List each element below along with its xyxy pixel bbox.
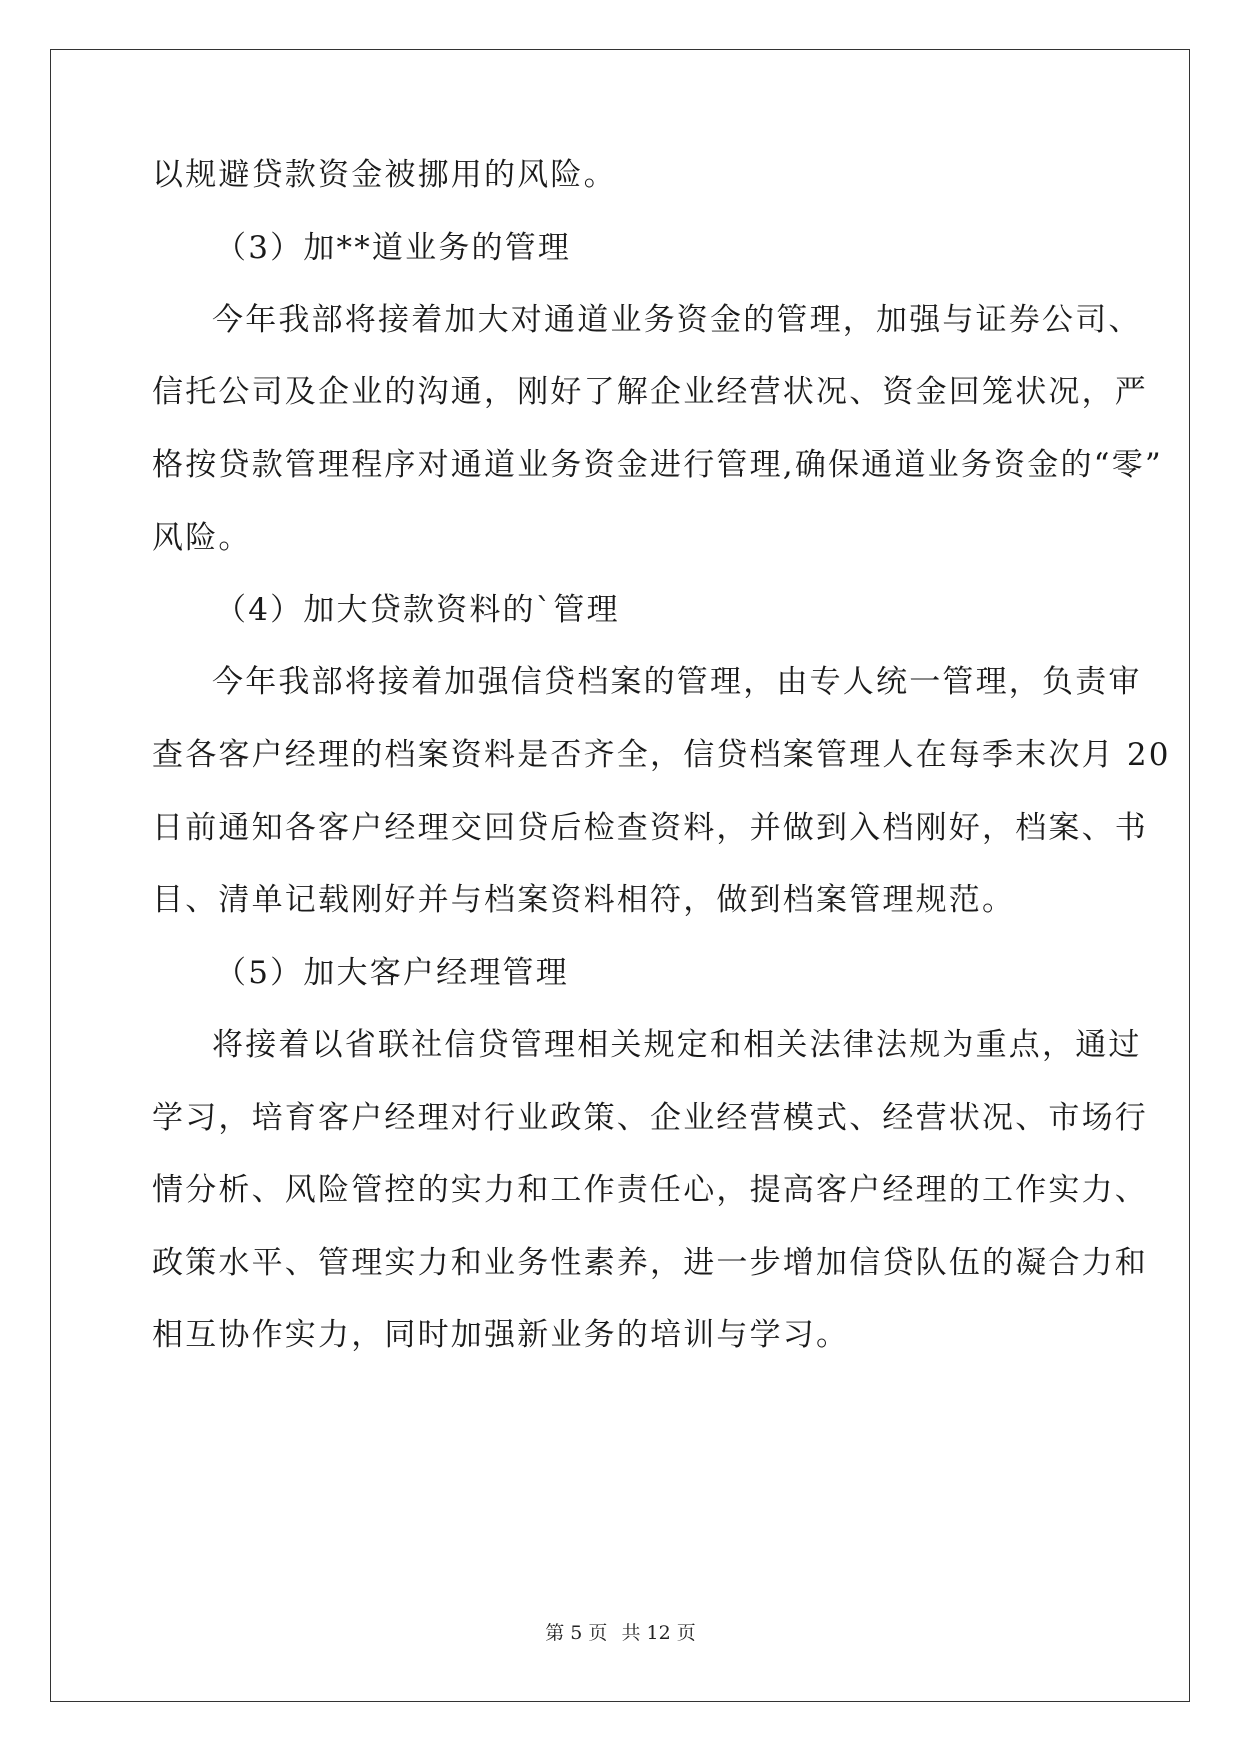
paragraph-line: 今年我部将接着加大对通道业务资金的管理，加强与证券公司、 — [212, 302, 1142, 338]
section-heading: （5）加大客户经理管理 — [215, 955, 569, 991]
page-footer — [0, 1618, 1241, 1645]
paragraph-line: 格按贷款管理程序对通道业务资金进行管理,确保通道业务资金的“零” — [152, 447, 1163, 483]
paragraph-line: 相互协作实力，同时加强新业务的培训与学习。 — [152, 1317, 850, 1353]
section-heading: （4）加大贷款资料的`管理 — [215, 592, 620, 628]
paragraph-line: 风险。 — [152, 520, 252, 556]
paragraph-line: 情分析、风险管控的实力和工作责任心，提高客户经理的工作实力、 — [152, 1172, 1148, 1208]
page-total: 共 12 页 — [621, 1622, 696, 1644]
paragraph-line: 信托公司及企业的沟通，刚好了解企业经营状况、资金回笼状况，严 — [152, 374, 1148, 410]
paragraph-line: 学习，培育客户经理对行业政策、企业经营模式、经营状况、市场行 — [152, 1100, 1148, 1136]
paragraph-line: 以规避贷款资金被挪用的风险。 — [152, 157, 617, 193]
paragraph-line: 日前通知各客户经理交回贷后检查资料，并做到入档刚好，档案、书 — [152, 810, 1148, 846]
paragraph-line: 查各客户经理的档案资料是否齐全，信贷档案管理人在每季末次月 20 — [152, 737, 1171, 773]
section-heading: （3）加**道业务的管理 — [215, 230, 572, 266]
paragraph-line: 今年我部将接着加强信贷档案的管理，由专人统一管理，负责审 — [212, 664, 1142, 700]
paragraph-line: 将接着以省联社信贷管理相关规定和相关法律法规为重点，通过 — [212, 1027, 1142, 1063]
paragraph-line: 政策水平、管理实力和业务性素养，进一步增加信贷队伍的凝合力和 — [152, 1245, 1148, 1281]
page-number: 第 5 页 — [545, 1622, 608, 1644]
paragraph-line: 目、清单记载刚好并与档案资料相符，做到档案管理规范。 — [152, 882, 1016, 918]
page-border — [50, 49, 1190, 1702]
